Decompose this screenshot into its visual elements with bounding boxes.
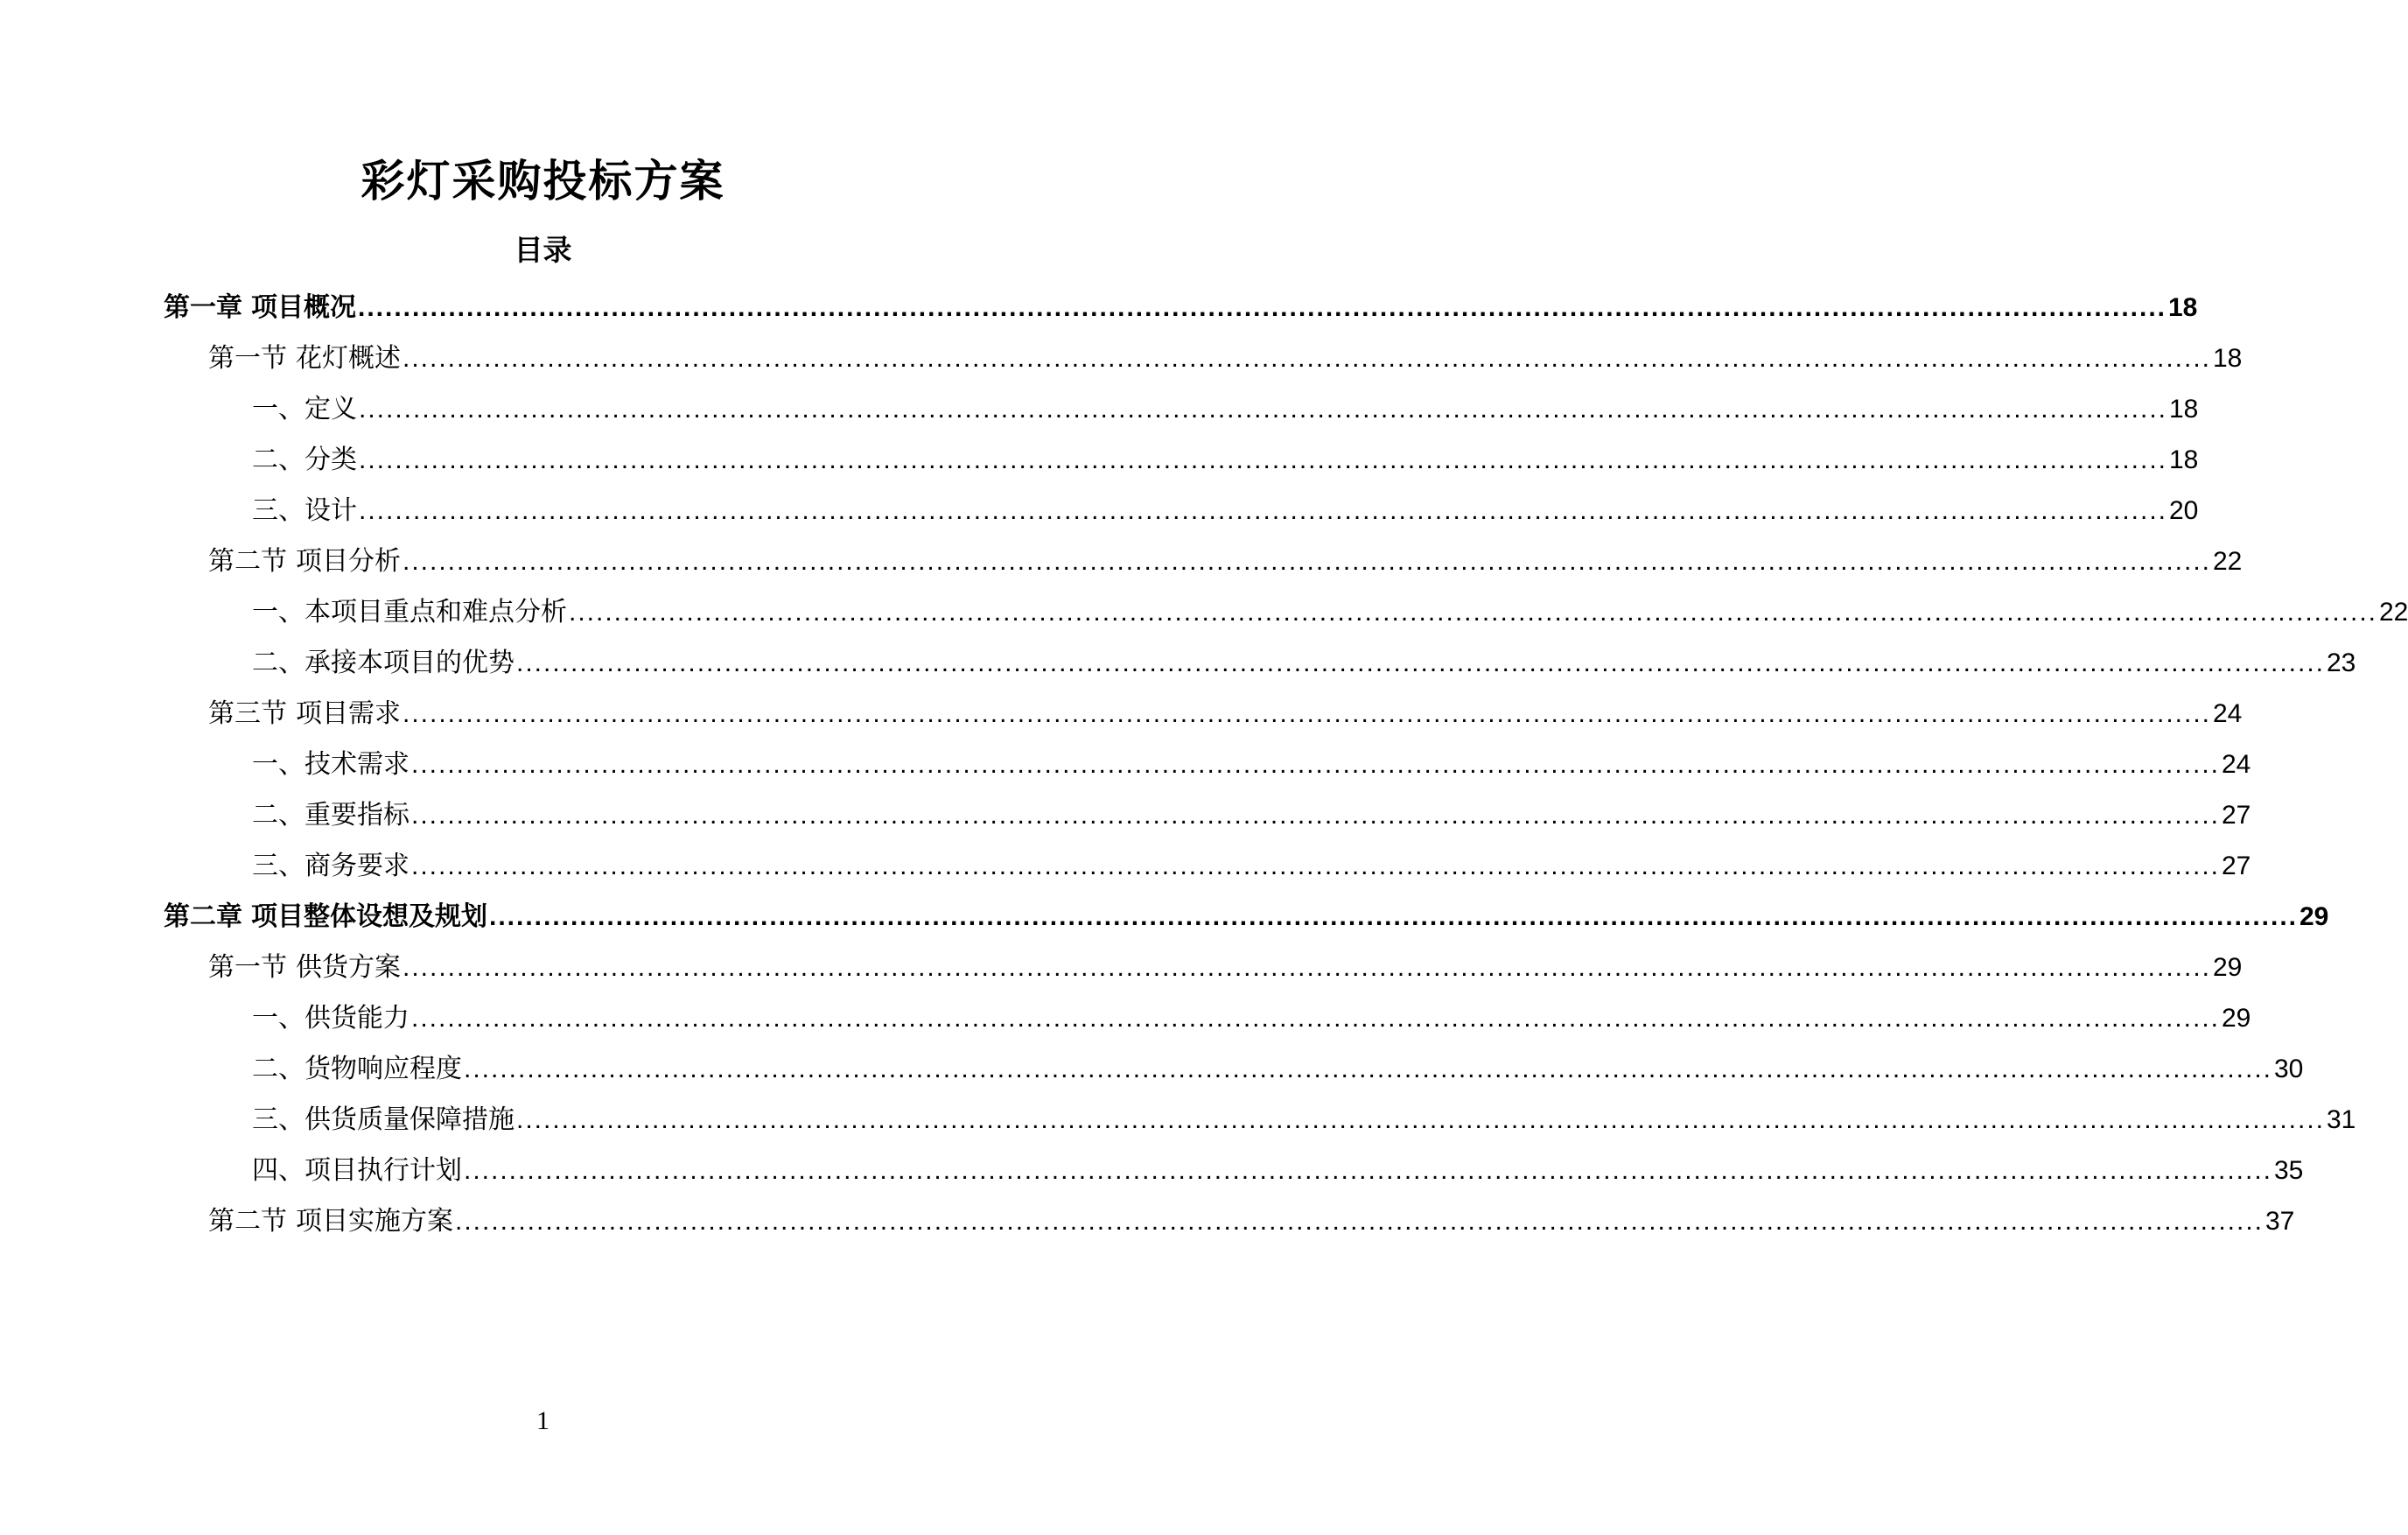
toc-entry-label [164,900,487,935]
toc-entry-page: 18 [2213,344,2243,373]
toc-entry-number: 第二章 [164,901,242,932]
toc-entry-title: 商务要求 [304,851,410,881]
toc-entry-label [164,291,356,326]
toc-entry[interactable] [208,1197,2295,1239]
toc-dot-leader: ........................................................................................................................................................................................................ [411,852,2220,880]
toc-entry[interactable] [208,537,2243,579]
toc-entry-page: 35 [2274,1156,2304,1185]
toc-dot-leader: ........................................................................................................................................................................................................ [402,953,2211,982]
toc-entry[interactable] [252,791,2251,833]
toc-entry-number: 二、 [252,445,304,475]
toc-entry-label [208,697,401,732]
toc-dot-leader: ........................................................................................................................................................................................................ [489,902,2298,931]
toc-entry-number: 一、 [252,749,304,780]
toc-entry-title: 项目需求 [296,698,401,729]
toc-entry[interactable] [208,334,2243,376]
toc-entry[interactable] [252,740,2251,782]
toc-entry[interactable] [252,1096,2356,1138]
toc-entry-page: 24 [2222,750,2251,779]
toc-entry-number: 一、 [252,1003,304,1034]
toc-entry-label [208,1204,453,1239]
document-title: 彩灯采购投标方案 [360,156,725,207]
toc-entry[interactable] [252,639,2356,681]
toc-entry-title: 项目概况 [251,292,356,323]
toc-entry-page: 30 [2274,1055,2304,1083]
toc-entry-label [252,494,357,529]
toc-entry-page: 29 [2222,1004,2251,1033]
toc-entry-page: 29 [2300,902,2329,931]
toc-entry-page: 23 [2327,648,2356,677]
toc-entry-label [208,341,401,376]
toc-entry-title: 项目执行计划 [304,1155,462,1186]
toc-entry-number: 第一章 [164,292,242,323]
toc-entry-label [252,849,410,884]
toc-entry-number: 第三节 [208,698,287,729]
toc-entry-number: 三、 [252,495,304,526]
toc-entry[interactable] [252,1146,2304,1188]
toc-entry-page: 27 [2222,801,2251,830]
toc-entry-page: 24 [2213,699,2243,728]
toc-entry-number: 三、 [252,1104,304,1135]
toc-entry-title: 重要指标 [304,800,410,831]
toc-entry[interactable] [252,436,2199,478]
toc-entry-title: 项目分析 [296,546,401,577]
toc-entry-number: 第一节 [208,343,287,374]
toc-entry-number: 二、 [252,648,304,678]
toc-entry[interactable] [252,1045,2304,1087]
toc-entry-label [208,950,401,985]
toc-entry-label [252,1103,514,1138]
toc-entry[interactable] [208,690,2243,732]
toc-entry[interactable] [164,893,2329,935]
toc-dot-leader: ........................................................................................................................................................................................................ [359,496,2167,525]
toc-dot-leader: ........................................................................................................................................................................................................ [402,547,2211,576]
toc-entry-label [252,1052,462,1087]
toc-entry-label [252,1153,462,1188]
toc-entry-title: 供货能力 [304,1003,410,1034]
toc-entry[interactable] [208,943,2243,985]
toc-dot-leader: ........................................................................................................................................................................................................ [359,395,2167,424]
toc-entry-label [252,443,357,478]
toc-entry-label [252,595,567,630]
toc-dot-leader: ........................................................................................................................................................................................................ [402,344,2211,373]
toc-entry-number: 一、 [252,394,304,424]
toc-entry-title: 本项目重点和难点分析 [304,597,567,627]
toc-dot-leader: ........................................................................................................................................................................................................ [411,1004,2220,1033]
toc-entry-page: 27 [2222,852,2251,880]
toc-heading: 目录 [514,233,572,267]
toc-dot-leader: ........................................................................................................................................................................................................ [358,293,2166,322]
toc-dot-leader: ........................................................................................................................................................................................................ [516,1105,2325,1134]
toc-entry-number: 一、 [252,597,304,627]
toc-dot-leader: ........................................................................................................................................................................................................ [359,445,2167,474]
toc-entry-title: 项目实施方案 [296,1206,453,1237]
toc-entry-title: 项目整体设想及规划 [251,901,487,932]
toc-entry-label [208,544,401,579]
toc-dot-leader: ........................................................................................................................................................................................................ [411,801,2220,830]
toc-dot-leader: ........................................................................................................................................................................................................ [464,1156,2272,1185]
toc-entry-number: 三、 [252,851,304,881]
toc-entry-number: 第一节 [208,952,287,983]
toc-dot-leader: ........................................................................................................................................................................................................ [569,598,2377,627]
toc-entry-title: 定义 [304,394,357,424]
toc-entry-number: 二、 [252,1054,304,1084]
toc-entry[interactable] [252,588,2408,630]
toc-dot-leader: ........................................................................................................................................................................................................ [516,648,2325,677]
toc-entry-title: 分类 [304,445,357,475]
toc-entry-label [252,392,357,427]
toc-entry-label [252,646,514,681]
toc-dot-leader: ........................................................................................................................................................................................................ [455,1207,2264,1236]
toc-entry-page: 31 [2327,1105,2356,1134]
toc-entry[interactable] [252,385,2199,427]
toc-entry-title: 承接本项目的优势 [304,648,514,678]
toc-entry[interactable] [252,487,2199,529]
toc-entry-title: 供货方案 [296,952,401,983]
toc-entry-number: 第二节 [208,1206,287,1237]
toc-entry-title: 供货质量保障措施 [304,1104,514,1135]
toc-entry-label [252,747,410,782]
toc-entry-title: 技术需求 [304,749,410,780]
toc-entry[interactable] [164,284,2198,326]
toc-entry-page: 37 [2265,1207,2295,1236]
toc-dot-leader: ........................................................................................................................................................................................................ [402,699,2211,728]
toc-entry-page: 18 [2169,395,2199,424]
toc-dot-leader: ........................................................................................................................................................................................................ [464,1055,2272,1083]
toc-entry-page: 22 [2213,547,2243,576]
toc-entry-page: 20 [2169,496,2199,525]
page-number: 1 [536,1406,550,1435]
toc-entry[interactable] [252,842,2251,884]
toc-entry-page: 29 [2213,953,2243,982]
toc-entry-title: 设计 [304,495,357,526]
toc-entry-page: 18 [2168,293,2198,322]
toc-dot-leader: ........................................................................................................................................................................................................ [411,750,2220,779]
toc-entry-title: 货物响应程度 [304,1054,462,1084]
toc-entry-number: 二、 [252,800,304,831]
toc-entry-label [252,798,410,833]
toc-entry-number: 四、 [252,1155,304,1186]
toc-entry-page: 18 [2169,445,2199,474]
toc-entry-page: 22 [2379,598,2408,627]
toc-entry-title: 花灯概述 [296,343,401,374]
toc-entry-label [252,1001,410,1036]
toc-entry-number: 第二节 [208,546,287,577]
toc-entry[interactable] [252,994,2251,1036]
